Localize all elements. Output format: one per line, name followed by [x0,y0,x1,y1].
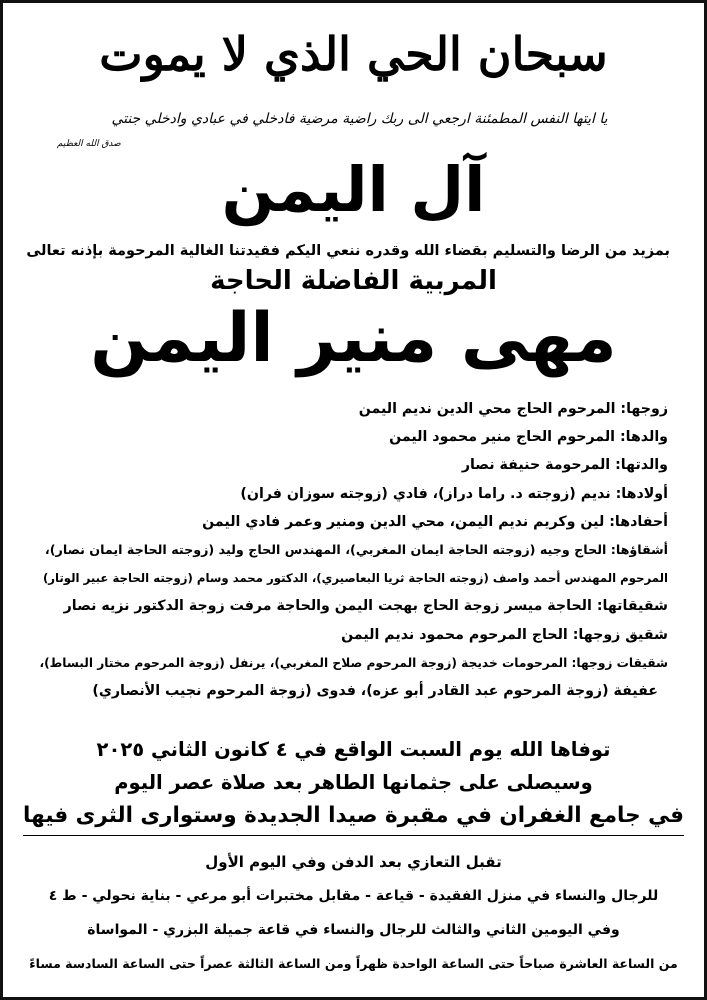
relative-text: المرحوم المهندس أحمد واصف (زوجته الحاجة ثريا البعاصيري)، الدكتور محمد وسام (زوجته الحاجة عبير الوتار) [42,571,668,586]
relative-text: الحاج المرحوم محمود نديم اليمن [341,626,573,643]
relative-label: أحفادها: [609,513,668,530]
announcement-prayer: وسيصلى على جثمانها الطاهر بعد صلاة عصر اليوم [114,771,593,794]
relative-text: عفيفة (زوجة المرحوم عبد القادر أبو عزه)، فدوى (زوجة المرحوم نجيب الأنصاري) [92,683,658,700]
obituary-content [17,17,690,983]
relative-line-brothers-cont [37,564,668,592]
relative-line-grandchildren [37,508,668,536]
relative-text: نديم (زوجته د. راما دراز)، فادي (زوجته سوزان فران) [240,485,616,502]
relative-text: الحاجة ميسر زوجة الحاج بهجت اليمن والحاجة مرفت زوجة الدكتور نزيه نصار [63,598,597,615]
relative-text: لين وكريم نديم اليمن، محي الدين ومنير وعمر فادي اليمن [202,513,610,530]
condolences-second-third-day: وفي اليومين الثاني والثالث للرجال والنساء في قاعة جميلة البزري - المواساة [87,922,620,938]
intro-text: بمزيد من الرضا والتسليم بقضاء الله وقدره ننعي اليكم فقيدتنا الغالية المرحومة بإذنه تعالى [26,243,670,259]
relative-label: والدها: [619,429,668,446]
section-divider [23,835,684,836]
relative-label: أولادها: [615,485,668,502]
relative-label: والدتها: [615,457,668,474]
condolences-heading: تقبل التعازي بعد الدفن وفي اليوم الأول [205,853,502,871]
announcement-date: توفاها الله يوم السبت الواقع في ٤ كانون الثاني ٢٠٢٥ [96,738,611,761]
relative-text: المرحوم الحاج محي الدين نديم اليمن [358,401,621,417]
relative-line-mother [37,451,668,479]
calligraphy-heading: سبحان الحي الذي لا يموت [99,27,608,81]
relative-line-brothers [37,536,668,564]
announcement-burial: في جامع الغفران في مقبرة صيدا الجديدة وستوارى الثرى فيها [23,803,684,828]
relative-line-husband-sisters [37,649,668,677]
relative-line-children [37,480,668,508]
relative-line-husband-sisters-cont [37,677,668,705]
relative-text: الحاج وجيه (زوجته الحاجة ايمان المغربي)، المهندس الحاج وليد (زوجته الحاجة ايمان نصار)، [44,542,611,558]
condolences-section [23,845,684,981]
relative-text: المرحومة حنيفة نصار [461,457,616,474]
relative-label: شقيقاتها: [596,598,668,615]
family-name: آل اليمن [221,153,486,226]
relative-label: شقيقات زوجها: [571,655,668,670]
relative-line-sisters [37,592,668,620]
relative-line-father [37,423,668,451]
deceased-title: المربية الفاضلة الحاجة [210,266,497,296]
condolences-first-day: للرجال والنساء في منزل الفقيدة - قياعة - مقابل مختبرات أبو مرعي - بناية نحولي - ط ٤ [48,888,659,904]
relative-text: المرحومات خديجة (زوجة المرحوم صلاح المغربي)، يرنفل (زوجة المرحوم مختار البساط)، [39,655,572,670]
quran-verse: يا ايتها النفس المطمئنة ارجعي الى ربك راضية مرضية فادخلي في عبادي وادخلي جنتي [111,111,608,127]
relative-label: زوجها: [620,401,668,417]
relative-label: أشقاؤها: [610,542,668,558]
condolences-hours: من الساعة العاشرة صباحاً حتى الساعة الواحدة ظهراً ومن الساعة الثالثة عصراً حتى الساعة السادسة مساءً [29,956,678,971]
relative-text: المرحوم الحاج منير محمود اليمن [389,429,620,446]
relative-line-husband [37,395,668,423]
deceased-name: مهى منير اليمن [90,299,617,378]
verse-source: صدق الله العظيم [57,139,121,149]
relative-label: شقيق زوجها: [572,626,668,643]
relatives-list [37,395,668,705]
death-announcement [17,733,690,832]
relative-line-husband-brother [37,621,668,649]
